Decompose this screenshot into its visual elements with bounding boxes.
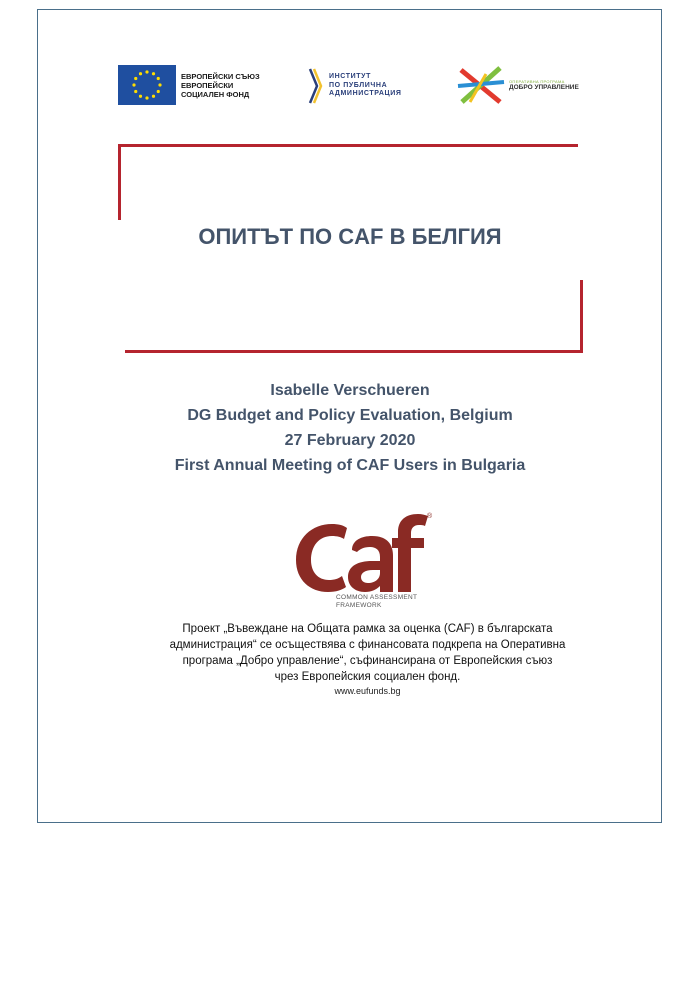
eu-star-icon [139, 95, 142, 98]
eu-star-icon [139, 72, 142, 75]
good-governance-mark-icon [456, 64, 506, 106]
eu-star-icon [157, 90, 160, 93]
project-description [100, 621, 635, 685]
title-frame-left-line [118, 144, 121, 220]
ipa-logo-line-1: ИНСТИТУТ [329, 73, 371, 81]
title-frame-right-line [580, 280, 583, 353]
eu-logo-line-3: СОЦИАЛЕН ФОНД [181, 89, 250, 99]
project-line-3: програма „Добро управление“, съфинансирана от Европейския съюз [182, 655, 553, 667]
title-frame-bottom-line [125, 350, 583, 353]
caf-tagline-line-2: FRAMEWORK [336, 601, 382, 609]
eu-star-icon [152, 72, 155, 75]
good-governance-logo-text [509, 79, 579, 91]
title-frame-top-line [118, 144, 578, 147]
ipa-logo-line-3: АДМИНИСТРАЦИЯ [329, 90, 402, 98]
author-block [100, 378, 600, 478]
eu-star-icon [158, 83, 161, 86]
author-name: Isabelle Verschueren [270, 382, 430, 399]
document-title: ОПИТЪТ ПО CAF В БЕЛГИЯ [198, 224, 502, 249]
eu-flag-icon [118, 65, 176, 105]
eu-logo-text [181, 72, 260, 99]
eu-logo-line-2: ЕВРОПЕЙСКИ [181, 80, 234, 90]
ipa-logo-text [329, 73, 402, 99]
project-line-2: администрация“ се осъществява с финансовата подкрепа на Оперативна [169, 639, 566, 651]
event-name: First Annual Meeting of CAF Users in Bulgaria [174, 457, 526, 474]
eu-logo-line-1: ЕВРОПЕЙСКИ СЪЮЗ [181, 71, 260, 81]
project-line-1: Проект „Въвеждане на Общата рамка за оценка (CAF) в българската [182, 623, 553, 635]
presentation-date: 27 February 2020 [284, 432, 416, 449]
good-governance-logo-small: ОПЕРАТИВНА ПРОГРАМА [509, 79, 565, 84]
good-governance-logo-name: ДОБРО УПРАВЛЕНИЕ [509, 84, 579, 91]
eu-star-icon [145, 96, 148, 99]
caf-tagline-line-1: COMMON ASSESSMENT [336, 594, 418, 601]
project-line-4: чрез Европейския социален фонд. [274, 671, 461, 683]
eu-esf-logo [118, 65, 260, 105]
eu-star-icon [132, 83, 135, 86]
eu-star-icon [134, 90, 137, 93]
eu-star-icon [145, 70, 148, 73]
ipa-mark-icon [308, 67, 324, 105]
eu-star-icon [134, 77, 137, 80]
ipa-logo-line-2: ПО ПУБЛИЧНА [329, 81, 388, 89]
author-organization: DG Budget and Policy Evaluation, Belgium [187, 407, 513, 424]
eu-star-icon [152, 95, 155, 98]
eufunds-url: www.eufunds.bg [334, 686, 401, 696]
ipa-logo [308, 67, 402, 105]
eu-star-icon [157, 77, 160, 80]
caf-registered-mark: ® [427, 513, 433, 520]
good-governance-logo [456, 64, 579, 106]
caf-tagline [336, 594, 417, 609]
